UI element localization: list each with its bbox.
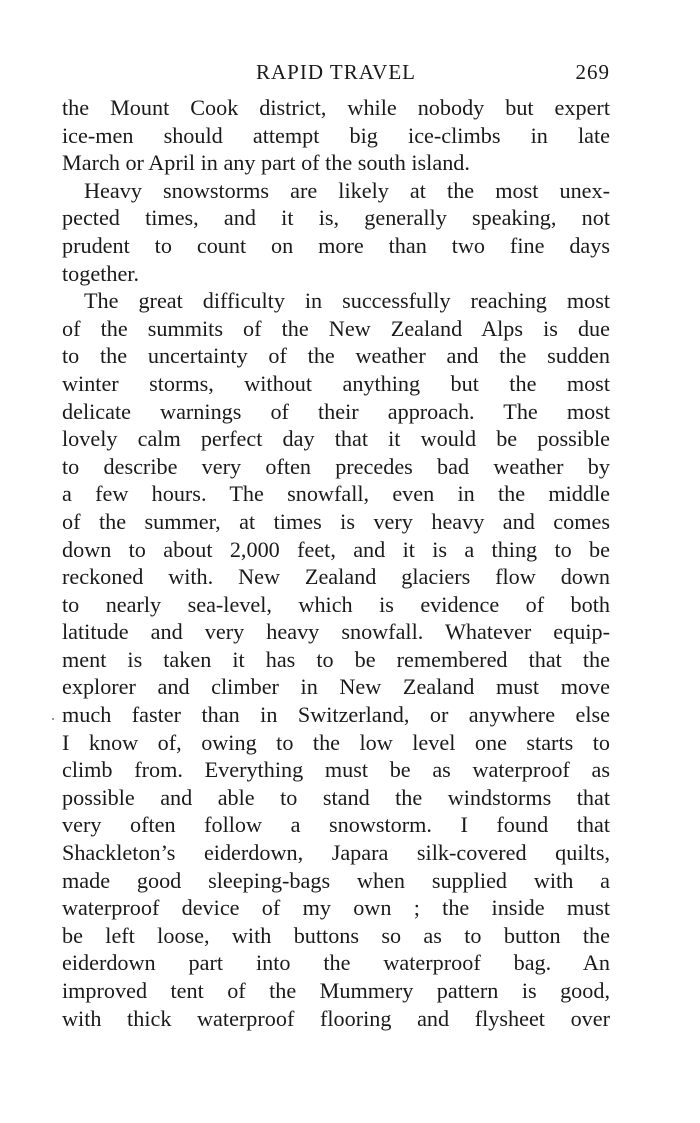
text-line: very often follow a snowstorm. I found that: [62, 812, 610, 838]
page-number: 269: [575, 60, 610, 84]
text-line: improved tent of the Mummery pattern is good,: [62, 978, 610, 1003]
text-line: possible and able to stand the windstorms that: [62, 784, 610, 810]
text-line: March or April in any part of the south island.: [62, 150, 470, 176]
text-line: a few hours. The snowfall, even in the middle: [62, 481, 610, 507]
text-line: The great difficulty in successfully reaching most: [84, 288, 610, 314]
text-line: pected times, and it is, generally speaking, not: [62, 205, 610, 231]
text-line: I know of, owing to the low level one starts to: [62, 729, 610, 755]
text-line: eiderdown part into the waterproof bag. An: [62, 950, 610, 976]
text-line: with thick waterproof flooring and flysheet over: [62, 1005, 610, 1031]
text-line: to the uncertainty of the weather and the sudden: [62, 343, 610, 369]
text-line: reckoned with. New Zealand glaciers flow down: [62, 564, 610, 590]
text-line: the Mount Cook district, while nobody but expert: [62, 95, 610, 120]
text-line: down to about 2,000 feet, and it is a thing to be: [62, 536, 610, 562]
text-line: latitude and very heavy snowfall. Whatever equip-: [62, 619, 610, 645]
text-line: to describe very often precedes bad weather by: [62, 453, 610, 479]
text-line: together.: [62, 260, 140, 286]
text-line: Shackleton’s eiderdown, Japara silk-covered quilts,: [62, 840, 610, 866]
text-line: to nearly sea-level, which is evidence of both: [62, 591, 610, 617]
running-head: [62, 58, 610, 90]
text-line: of the summits of the New Zealand Alps is due: [62, 315, 610, 341]
text-line: lovely calm perfect day that it would be possible: [62, 426, 610, 452]
text-line: made good sleeping-bags when supplied with a: [62, 867, 610, 893]
text-line: explorer and climber in New Zealand must move: [62, 674, 610, 700]
text-line: climb from. Everything must be as waterproof as: [62, 757, 610, 783]
body-text: [62, 94, 610, 1032]
text-line: winter storms, without anything but the most: [62, 370, 610, 396]
text-line: Heavy snowstorms are likely at the most unex-: [84, 177, 610, 203]
book-page: [62, 58, 610, 1032]
text-line: delicate warnings of their approach. The most: [62, 398, 610, 424]
running-title: RAPID TRAVEL: [256, 60, 416, 84]
text-line: much faster than in Switzerland, or anywhere else: [62, 702, 610, 728]
text-line: prudent to count on more than two fine days: [62, 232, 610, 258]
text-line: ice-men should attempt big ice-climbs in late: [62, 122, 610, 148]
text-line: be left loose, with buttons so as to button the: [62, 922, 610, 948]
paper-speck: [52, 718, 54, 720]
text-line: of the summer, at times is very heavy and comes: [62, 508, 610, 534]
text-line: waterproof device of my own ; the inside must: [62, 895, 610, 921]
text-line: ment is taken it has to be remembered that the: [62, 646, 610, 672]
